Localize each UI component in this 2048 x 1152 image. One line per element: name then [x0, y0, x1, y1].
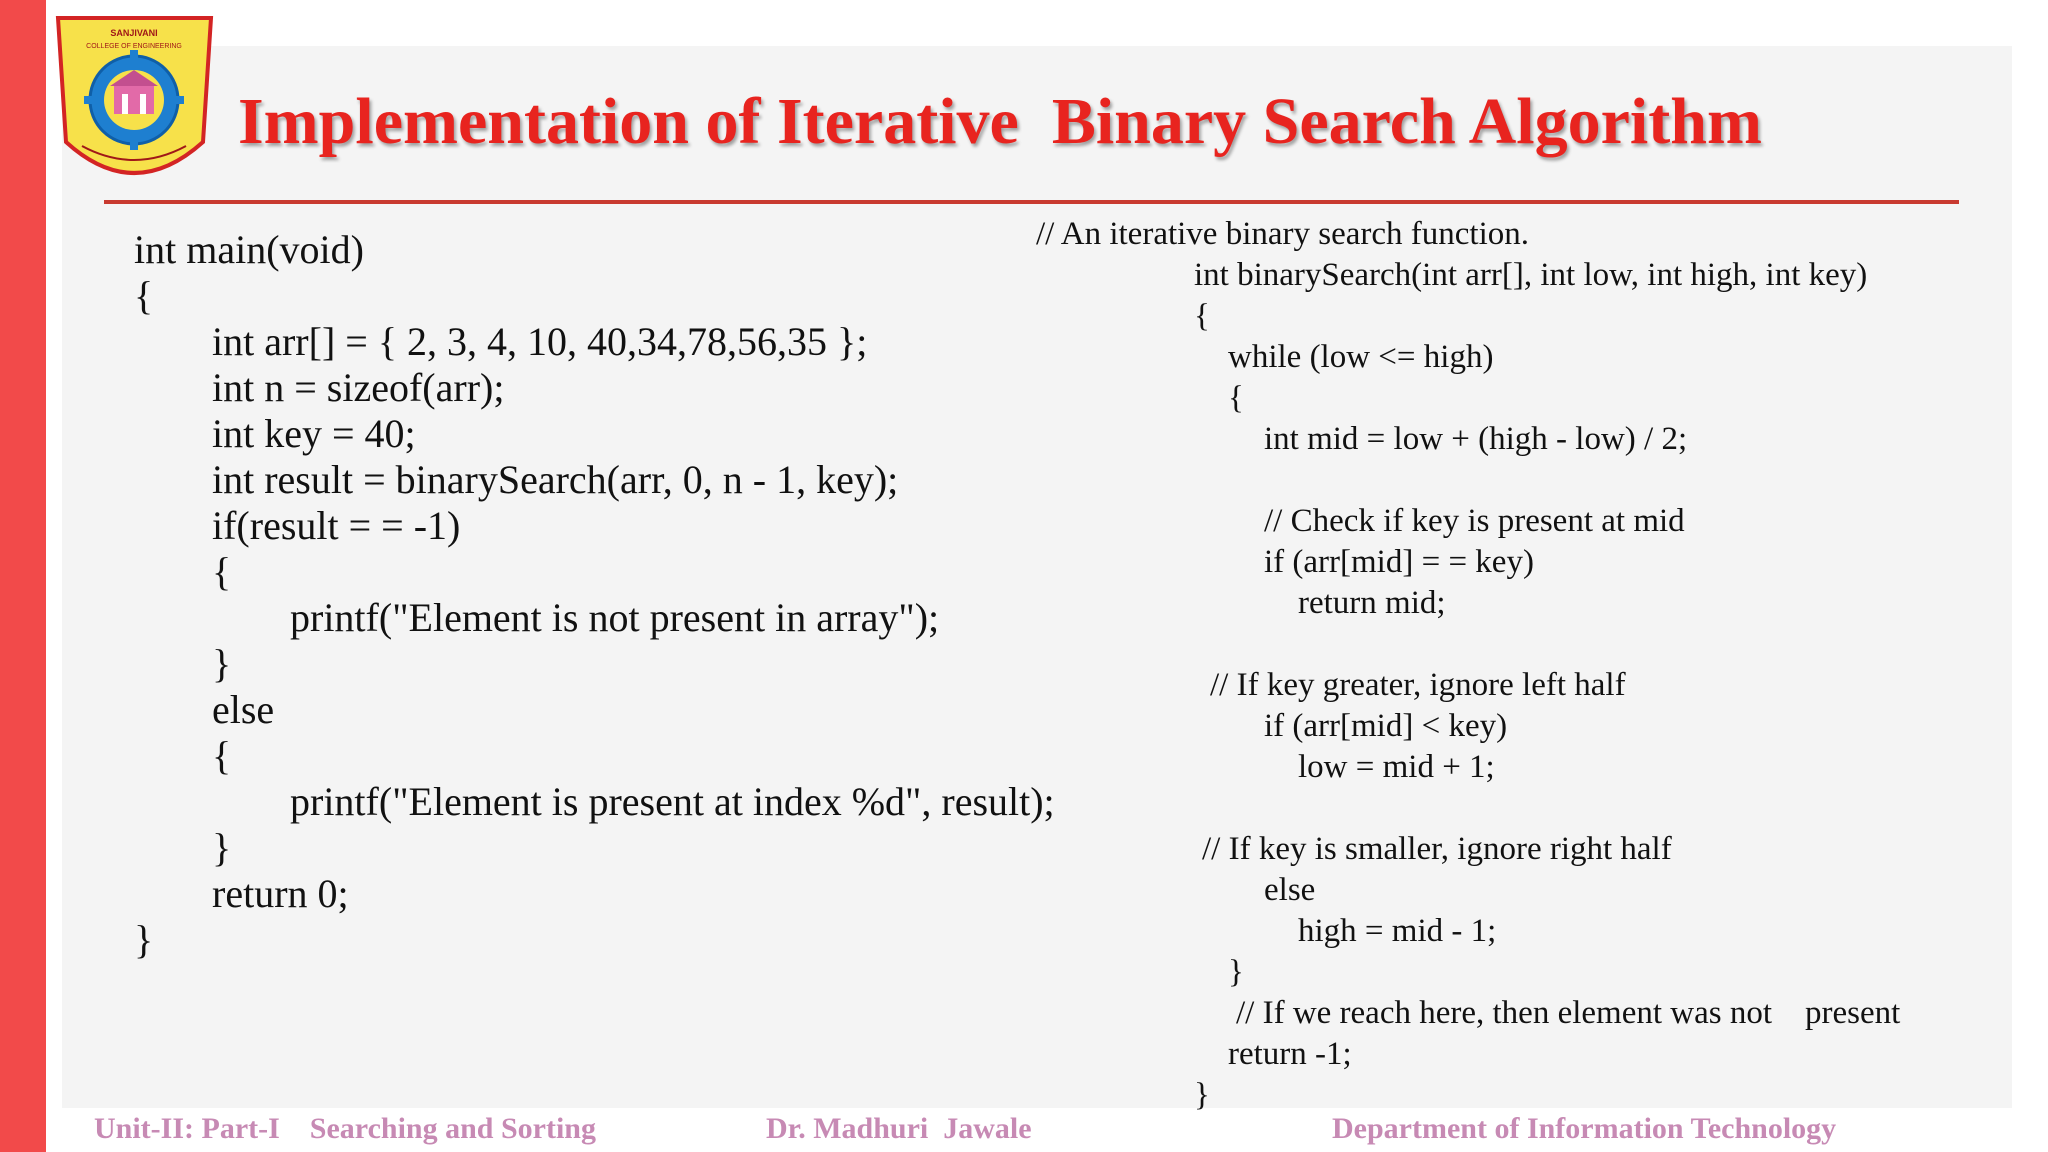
code-line-if-close: }	[212, 641, 232, 686]
code-line-while-close: }	[1228, 954, 1244, 990]
code-line-high-update: high = mid - 1;	[1298, 913, 1497, 949]
code-line-main: int main(void)	[134, 227, 364, 272]
svg-text:SANJIVANI: SANJIVANI	[110, 28, 158, 38]
code-comment-not-present: // If we reach here, then element was not present	[1236, 995, 1901, 1031]
code-line-array-decl: int arr[] = { 2, 3, 4, 10, 40,34,78,56,35 };	[212, 319, 868, 364]
code-comment-function: // An iterative binary search function.	[1036, 216, 1530, 252]
code-line-low-update: low = mid + 1;	[1298, 749, 1495, 785]
code-line-if: if(result = = -1)	[212, 503, 461, 548]
code-line-if-open: {	[212, 549, 232, 594]
code-line-while: while (low <= high)	[1228, 339, 1494, 375]
code-comment-check-mid: // Check if key is present at mid	[1264, 503, 1685, 539]
code-line-else-open: {	[212, 733, 232, 778]
slide-title: Implementation of Iterative Binary Search Algorithm	[238, 85, 1762, 158]
code-line-while-open: {	[1228, 380, 1244, 416]
code-line-result-decl: int result = binarySearch(arr, 0, n - 1, key);	[212, 457, 899, 502]
code-line-printf-present: printf("Element is present at index %d", result);	[290, 779, 1055, 824]
code-line-open-brace: {	[134, 273, 154, 318]
footer-unit: Unit-II: Part-I Searching and Sorting	[94, 1112, 596, 1145]
code-line-close-brace: }	[134, 917, 154, 962]
code-comment-ignore-right: // If key is smaller, ignore right half	[1202, 831, 1672, 867]
code-line-return-minus-one: return -1;	[1228, 1036, 1352, 1072]
code-line-mid-decl: int mid = low + (high - low) / 2;	[1264, 421, 1688, 457]
code-line-else: else	[212, 687, 275, 732]
code-line-printf-not-present: printf("Element is not present in array");	[290, 595, 940, 640]
code-line-key-decl: int key = 40;	[212, 411, 416, 456]
code-line-if-equal: if (arr[mid] = = key)	[1264, 544, 1534, 580]
code-comment-ignore-left: // If key greater, ignore left half	[1210, 667, 1626, 703]
code-line-return: return 0;	[212, 871, 349, 916]
code-line-n-decl: int n = sizeof(arr);	[212, 365, 505, 410]
left-accent-bar	[0, 0, 46, 1152]
college-logo-icon	[52, 14, 217, 199]
svg-text:COLLEGE OF ENGINEERING: COLLEGE OF ENGINEERING	[86, 43, 182, 50]
title-divider	[104, 200, 1959, 204]
footer-department: Department of Information Technology	[1332, 1112, 1837, 1145]
code-line-return-mid: return mid;	[1298, 585, 1446, 621]
code-line-function-signature: int binarySearch(int arr[], int low, int high, int key)	[1194, 257, 1868, 293]
footer-author: Dr. Madhuri Jawale	[766, 1112, 1032, 1145]
code-line-else-close: }	[212, 825, 232, 870]
code-line-function-close: }	[1194, 1077, 1210, 1113]
slide-background	[62, 46, 2012, 1108]
code-line-if-less: if (arr[mid] < key)	[1264, 708, 1508, 744]
code-line-else-right: else	[1264, 872, 1316, 908]
code-line-function-open: {	[1194, 298, 1210, 334]
